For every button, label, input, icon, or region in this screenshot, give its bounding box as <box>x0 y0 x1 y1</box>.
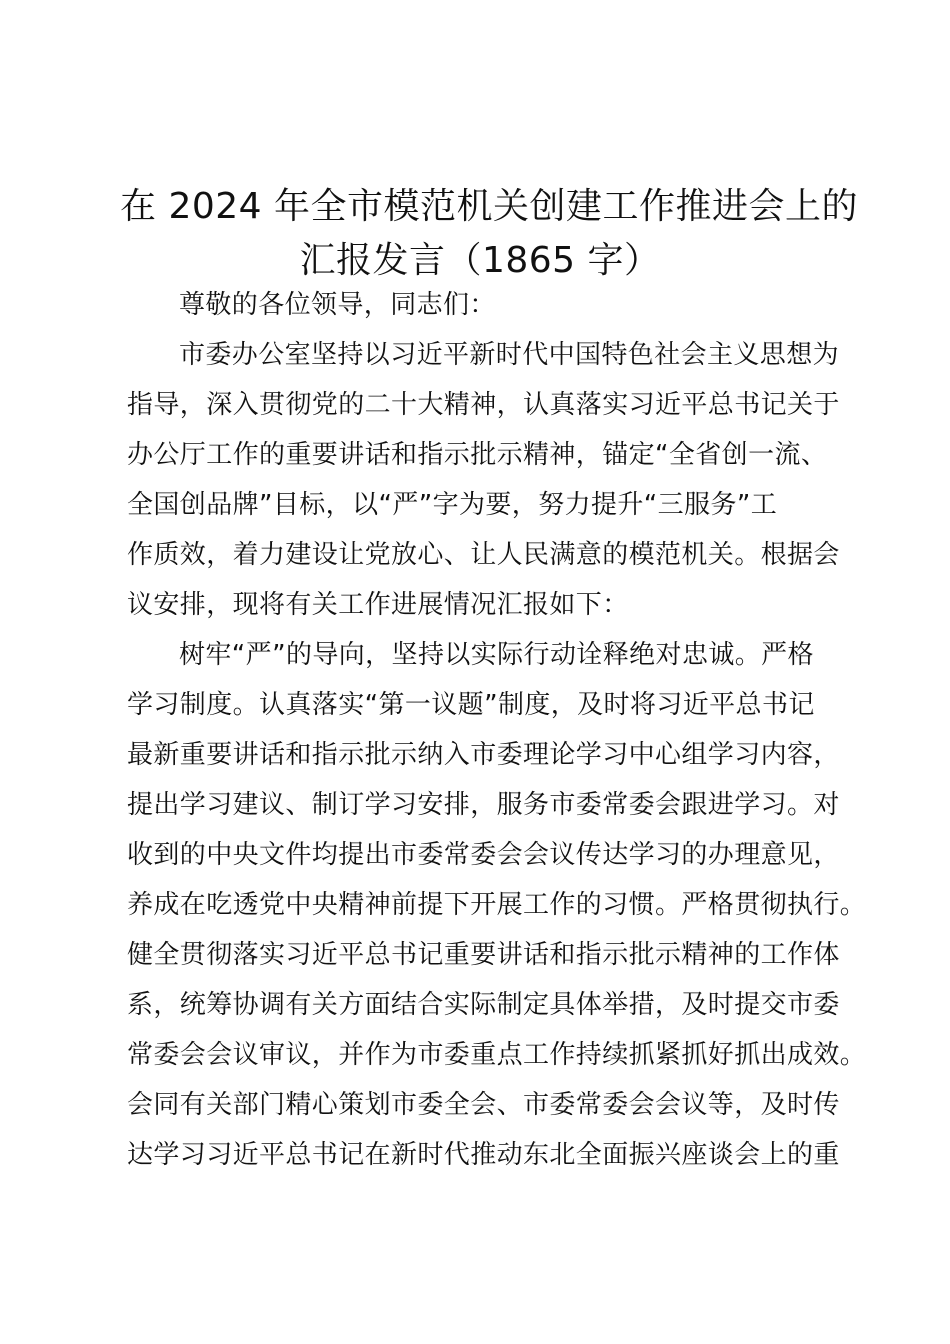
text-line: 指导，深入贯彻党的二十大精神，认真落实习近平总书记关于 <box>127 390 840 420</box>
text-line: 系，统筹协调有关方面结合实际制定具体举措，及时提交市委 <box>127 990 840 1020</box>
text-line: 全国创品牌”目标，以“严”字为要，努力提升“三服务”工 <box>127 490 778 520</box>
text-line: 市委办公室坚持以习近平新时代中国特色社会主义思想为 <box>179 340 840 370</box>
text-line: 健全贯彻落实习近平总书记重要讲话和指示批示精神的工作体 <box>127 940 840 970</box>
text-line: 提出学习建议、制订学习安排，服务市委常委会跟进学习。对 <box>127 790 840 820</box>
text-line: 作质效，着力建设让党放心、让人民满意的模范机关。根据会 <box>127 540 840 570</box>
text-line: 养成在吃透党中央精神前提下开展工作的习惯。严格贯彻执行。 <box>127 890 867 920</box>
text-line: 树牢“严”的导向，坚持以实际行动诠释绝对忠诚。严格 <box>179 640 814 670</box>
text-line: 办公厅工作的重要讲话和指示批示精神，锚定“全省创一流、 <box>127 440 828 470</box>
text-line: 最新重要讲话和指示批示纳入市委理论学习中心组学习内容， <box>127 740 840 770</box>
text-line: 尊敬的各位领导，同志们： <box>179 290 496 320</box>
text-line: 常委会会议审议，并作为市委重点工作持续抓紧抓好抓出成效。 <box>127 1040 867 1070</box>
document-title <box>120 180 859 288</box>
text-line: 会同有关部门精心策划市委全会、市委常委会会议等，及时传 <box>127 1090 840 1120</box>
title-line-1: 在 2024 年全市模范机关创建工作推进会上的 <box>120 186 859 227</box>
document-body <box>127 280 867 1180</box>
text-line: 收到的中央文件均提出市委常委会会议传达学习的办理意见， <box>127 840 840 870</box>
text-line: 学习制度。认真落实“第一议题”制度，及时将习近平总书记 <box>127 690 815 720</box>
title-line-2: 汇报发言（1865 字） <box>299 240 661 281</box>
text-line: 议安排，现将有关工作进展情况汇报如下： <box>127 590 629 620</box>
text-line: 达学习习近平总书记在新时代推动东北全面振兴座谈会上的重 <box>127 1140 840 1170</box>
